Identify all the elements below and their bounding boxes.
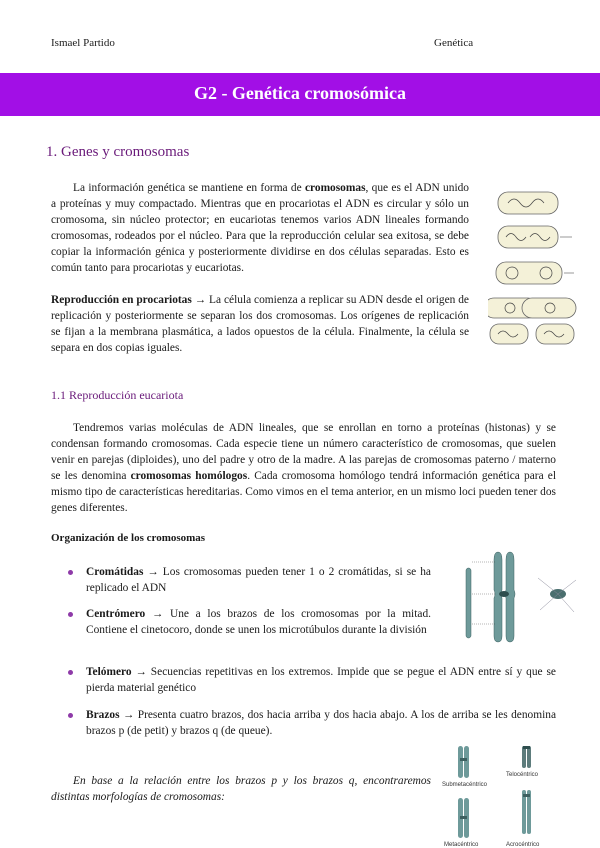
bullet-dot <box>68 713 73 718</box>
bullet-text <box>86 666 556 694</box>
bold-term: Brazos <box>86 709 120 721</box>
bullet-text <box>86 608 431 636</box>
cell-stage-1 <box>498 192 558 214</box>
paragraph-reproduccion-eucariota <box>51 420 556 516</box>
paragraph-reproduccion-procariotas <box>51 292 469 356</box>
bullet-brazos <box>86 707 556 739</box>
cell-stage-2 <box>498 226 572 248</box>
cell-stage-4 <box>488 298 576 318</box>
submetacentric-chromosome <box>458 746 469 778</box>
text-run: La información genética se mantiene en forma de <box>73 182 305 194</box>
bold-term: Telómero <box>86 666 132 678</box>
telocentric-chromosome <box>522 746 531 768</box>
label-acrocentrico: Acrocéntrico <box>506 842 540 848</box>
page-title: G2 - Genética cromosómica <box>193 83 407 103</box>
header-subject: Genética <box>434 37 474 49</box>
section-heading-genes: 1. Genes y cromosomas <box>46 144 190 160</box>
bullet-text <box>86 566 431 594</box>
bullet-dot <box>68 670 73 675</box>
cell-stage-5 <box>490 324 574 344</box>
subheading-organizacion: Organización de los cromosomas <box>51 532 206 544</box>
chromatid-single <box>466 568 471 638</box>
kinetochore-spindle <box>538 578 576 612</box>
text-run: , que es el ADN unido a proteínas y muy compactado. Mientras que en procariotas el ADN es circular y sólo un cromosoma, sin núcleo protector; en eucariotas tenemos varios ADN lineales formando cromosomas, rodeados por el núcleo. Para que la reproducción celular sea exitosa, se debe copiar la información génica y posteriormente dividirse en dos células separadas. Esto es común tanto para procariotas y eucariotas. <box>51 182 469 274</box>
metacentric-chromosome <box>458 798 469 838</box>
chromosome-morphology-figure <box>440 742 570 848</box>
paragraph-morfologias <box>51 773 431 805</box>
bold-term: Centrómero <box>86 608 146 620</box>
bold-term: Reproducción en procariotas <box>51 294 192 306</box>
text-run: → Secuencias repetitivas en los extremos. Impide que se pegue el ADN entre sí y que se pierda material genético <box>86 666 556 694</box>
bullet-cromatidas <box>86 564 431 596</box>
label-telocentrico: Telocéntrico <box>506 772 539 778</box>
cell-stage-3 <box>496 262 574 284</box>
text-run: . Cada cromosoma homólogo tendrá información genética para el mismo tipo de características hereditarias. Como vimos en el tema anterior, en un mismo loci pueden tener dos genes diferentes. <box>51 470 557 514</box>
section-heading-reproduccion-eucariota: 1.1 Reproducción eucariota <box>51 388 184 402</box>
text-run: → La célula comienza a replicar su ADN desde el origen de replicación y posteriormente se separan los dos cromosomas. Los orígenes de replicación se fijan a la membrana plasmática, a lados opuestos de la célula. Finalmente, la célula se separa en dos copias iguales. <box>51 294 469 354</box>
paragraph-informacion-genetica <box>51 180 469 276</box>
text-run: → Los cromosomas pueden tener 1 o 2 cromátidas, si se ha replicado el ADN <box>86 566 431 594</box>
bullet-dot <box>68 570 73 575</box>
chromosome-structure-figure <box>458 548 578 648</box>
bullet-dot <box>68 612 73 617</box>
header-author: Ismael Partido <box>51 37 115 49</box>
text-run: En base a la relación entre los brazos p y los brazos q, encontraremos distintas morfologías de cromosomas: <box>51 775 431 803</box>
chromosome-double <box>494 552 515 642</box>
bullet-telomero <box>86 664 556 696</box>
label-lines <box>472 562 496 624</box>
label-metacentrico: Metacéntrico <box>444 842 479 848</box>
acrocentric-chromosome <box>522 790 531 834</box>
text-run: → Une a los brazos de los cromosomas por la mitad. Contiene el cinetocoro, donde se unen los microtúbulos durante la división <box>86 608 431 636</box>
label-submetacentrico: Submetacéntrico <box>442 782 488 788</box>
bold-term: Cromátidas <box>86 566 144 578</box>
bullet-centromero <box>86 606 431 638</box>
text-run: → Presenta cuatro brazos, dos hacia arriba y dos hacia abajo. A los de arriba se les denomina brazos p (de petit) y brazos q (de queue). <box>86 709 556 737</box>
bold-term: cromosomas homólogos <box>130 470 248 482</box>
text-run: Tendremos varias moléculas de ADN lineales, que se enrollan en torno a proteínas (histonas) y se condensan formando cromosomas. Cada especie tiene un número característico de cromosomas, que suelen venir en parejas (diploides), uno del padre y otro de la madre. A las parejas de cromosomas paterno / materno se les denomina <box>51 422 556 482</box>
bullet-text <box>86 709 556 737</box>
bold-term: cromosomas <box>304 182 366 194</box>
prokaryote-division-figure <box>488 186 580 348</box>
